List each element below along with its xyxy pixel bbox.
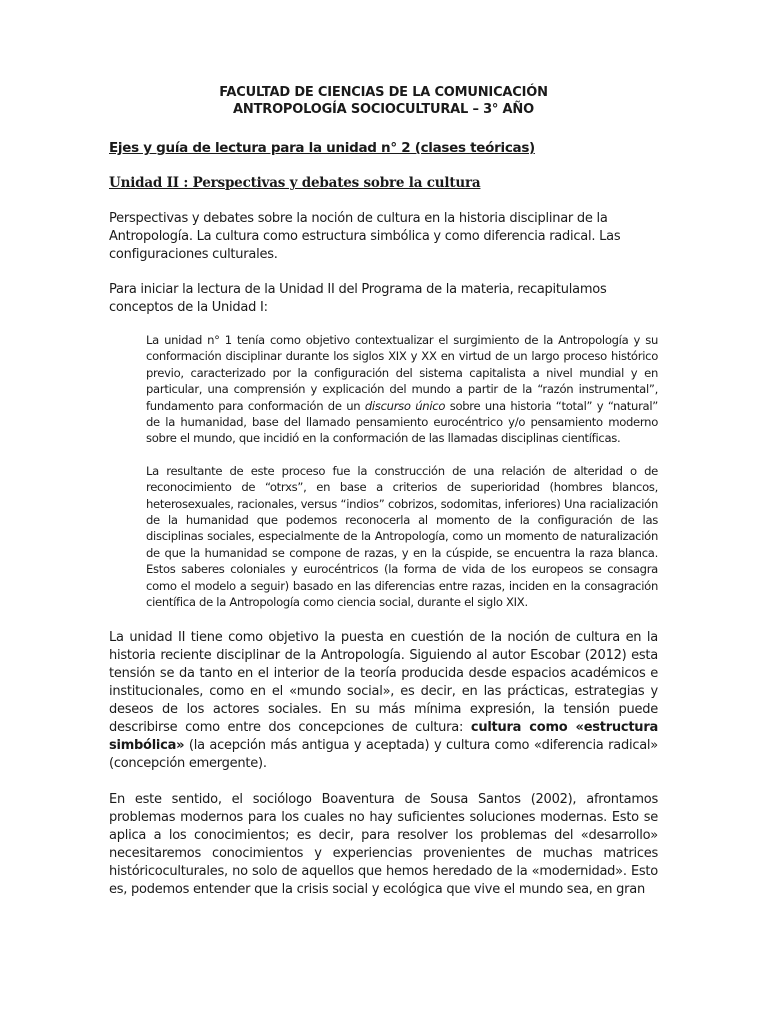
course-title: ANTROPOLOGÍA SOCIOCULTURAL – 3° AÑO <box>233 102 534 117</box>
unit2-part-a: La unidad II tiene como objetivo la puesta en cuestión de la noción de cultura en la historia reciente disciplinar de la Antropología. Siguiendo al autor Escobar (2012) esta tensión se da tanto en el interior de la teoría producida desde espacios académicos e institucionales, como en el «mundo social», es decir, en las prácticas, estrategias y deseos de los actores sociales. En su más mínima expresión, la tensión puede describirse como entre dos concepciones de cultura: <box>109 629 658 735</box>
intro-paragraph: Perspectivas y debates sobre la noción de cultura en la historia disciplinar de la Antropología. La cultura como estructura simbólica y como diferencia radical. Las configuraciones culturales. <box>109 211 621 262</box>
recap-paragraph: Para iniciar la lectura de la Unidad II del Programa de la materia, recapitulamos conceptos de la Unidad I: <box>109 282 607 315</box>
quote-racialization: La resultante de este proceso fue la construcción de una relación de alteridad o de reconocimiento de “otrxs”, en base a criterios de superioridad (hombres blancos, heterosexuales, racionales, versus “indios” cobrizos, sodomitas, inferiores) Una racialización de la humanidad que podemos reconocerla al momento de la configuración de las disciplinas sociales, especialmente de la Antropología, como un momento de naturalización de que la humanidad se compone de razas, y en la cúspide, se encuentra la raza blanca. Estos saberes coloniales y eurocéntricos (la forma de vida de los europeos se consagra como el modelo a seguir) basado en las diferencias entre razas, inciden en la consagración científica de la Antropología como ciencia social, durante el siglo XIX. <box>146 463 658 610</box>
quote-unit1 <box>146 332 658 447</box>
quote-unit1-part-b: sobre una historia “total” y “natural” de la humanidad, base del llamado pensamiento eurocéntrico y/o pensamiento moderno sobre el mundo, que incidió en la conformación de las llamadas disciplinas científicas. <box>146 398 658 446</box>
sousa-paragraph: En este sentido, el sociólogo Boaventura de Sousa Santos (2002), afrontamos problemas modernos para los cuales no hay suficientes soluciones modernas. Esto se aplica a los conocimientos; es decir, para resolver los problemas del «desarrollo» necesitaremos conocimientos y experiencias provenientes de muchas matrices históricoculturales, no solo de aquellos que hemos heredado de la «modernidad». Esto es, podemos entender que la crisis social y ecológica que vive el mundo sea, en gran <box>109 791 658 897</box>
guide-title: Ejes y guía de lectura para la unidad n° 2 (clases teóricas) <box>109 140 535 156</box>
unit-title: Unidad II : Perspectivas y debates sobre la cultura <box>109 175 481 191</box>
unit2-paragraph <box>109 629 658 773</box>
unit2-bold: cultura como «estructura simbólica» <box>109 719 658 753</box>
quote-unit1-part-a: La unidad n° 1 tenía como objetivo contextualizar el surgimiento de la Antropología y su conformación disciplinar durante los siglos XIX y XX en virtud de un largo proceso histórico previo, caracterizado por la configuración del sistema capitalista a nivel mundial y en particular, una comprensión y explicación del mundo a partir de la “razón instrumental”, fundamento para conformación de un <box>146 333 658 413</box>
document-page <box>109 84 658 899</box>
quote-unit1-italic: discurso único <box>364 398 446 413</box>
document-header <box>109 84 658 118</box>
unit2-part-b: (la acepción más antigua y aceptada) y cultura como «diferencia radical» (concepción emergente). <box>109 737 658 771</box>
faculty-title: FACULTAD DE CIENCIAS DE LA COMUNICACIÓN <box>219 85 548 100</box>
